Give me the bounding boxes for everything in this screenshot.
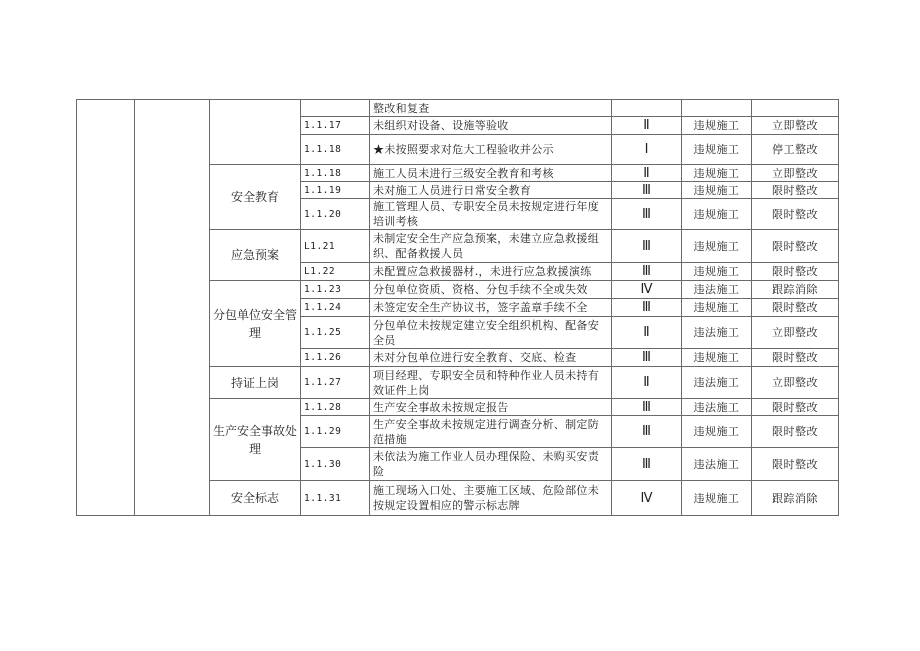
violation-nature: 违规施工 <box>682 135 752 165</box>
item-description: 未签定安全生产协议书，签字盖章手续不全 <box>370 299 612 317</box>
rectification-action: 立即整改 <box>752 367 839 399</box>
category-cell: 持证上岗 <box>210 367 301 399</box>
violation-nature <box>682 100 752 117</box>
hazard-level <box>612 100 682 117</box>
item-description: 分包单位资质、资格、分包手续不全或失效 <box>370 281 612 299</box>
table-row <box>77 100 839 117</box>
item-code: 1.1.18 <box>301 165 370 182</box>
item-code: L1.21 <box>301 230 370 263</box>
rectification-action: 立即整改 <box>752 165 839 182</box>
item-description: 未对分包单位进行安全教育、交底、检查 <box>370 349 612 367</box>
rectification-action: 限时整改 <box>752 399 839 416</box>
hazard-level: Ⅲ <box>612 349 682 367</box>
item-code: 1.1.17 <box>301 117 370 135</box>
violation-nature: 违规施工 <box>682 481 752 516</box>
rectification-action: 限时整改 <box>752 199 839 230</box>
violation-nature: 违法施工 <box>682 367 752 399</box>
item-description: 整改和复查 <box>370 100 612 117</box>
item-code: 1.1.18 <box>301 135 370 165</box>
hazard-level: Ⅲ <box>612 230 682 263</box>
violation-nature: 违规施工 <box>682 349 752 367</box>
violation-nature: 违法施工 <box>682 448 752 481</box>
category-cell: 安全教育 <box>210 165 301 230</box>
item-description: 生产安全事故未按规定进行调查分析、制定防范措施 <box>370 416 612 448</box>
violation-nature: 违规施工 <box>682 165 752 182</box>
rectification-action: 限时整改 <box>752 299 839 317</box>
category-cell: 分包单位安全管理 <box>210 281 301 367</box>
item-code: 1.1.20 <box>301 199 370 230</box>
hazard-level: Ⅱ <box>612 117 682 135</box>
category-cell: 生产安全事故处理 <box>210 399 301 481</box>
rectification-action: 限时整改 <box>752 416 839 448</box>
violation-nature: 违法施工 <box>682 399 752 416</box>
rectification-action <box>752 100 839 117</box>
item-description: 未组织对设备、设施等验收 <box>370 117 612 135</box>
rectification-action: 限时整改 <box>752 349 839 367</box>
hazard-level: Ⅱ <box>612 367 682 399</box>
rectification-action: 立即整改 <box>752 317 839 349</box>
hazard-level: Ⅲ <box>612 299 682 317</box>
item-code: L1.22 <box>301 263 370 281</box>
item-description: 未对施工人员进行日常安全教育 <box>370 182 612 199</box>
rectification-action: 跟踪消除 <box>752 281 839 299</box>
inspection-table <box>76 99 839 516</box>
hazard-level: Ⅲ <box>612 263 682 281</box>
item-description: 未依法为施工作业人员办理保险、未购买安责险 <box>370 448 612 481</box>
hazard-level: Ⅲ <box>612 448 682 481</box>
rectification-action: 立即整改 <box>752 117 839 135</box>
violation-nature: 违规施工 <box>682 230 752 263</box>
category-cell: 应急预案 <box>210 230 301 281</box>
item-code: 1.1.19 <box>301 182 370 199</box>
item-description: 分包单位未按规定建立安全组织机构、配备安全员 <box>370 317 612 349</box>
hazard-level: Ⅲ <box>612 416 682 448</box>
item-code: 1.1.24 <box>301 299 370 317</box>
violation-nature: 违法施工 <box>682 317 752 349</box>
violation-nature: 违规施工 <box>682 263 752 281</box>
category-cell <box>210 100 301 165</box>
item-description: 施工人员未进行三级安全教育和考核 <box>370 165 612 182</box>
table-body <box>77 100 839 516</box>
item-code: 1.1.28 <box>301 399 370 416</box>
violation-nature: 违法施工 <box>682 281 752 299</box>
rectification-action: 限时整改 <box>752 230 839 263</box>
rectification-action: 跟踪消除 <box>752 481 839 516</box>
hazard-level: Ⅲ <box>612 399 682 416</box>
outer-column-1 <box>77 100 135 516</box>
category-cell: 安全标志 <box>210 481 301 516</box>
violation-nature: 违规施工 <box>682 182 752 199</box>
item-description: 施工管理人员、专职安全员未按规定进行年度培训考核 <box>370 199 612 230</box>
item-code: 1.1.25 <box>301 317 370 349</box>
violation-nature: 违规施工 <box>682 299 752 317</box>
item-code <box>301 100 370 117</box>
item-code: 1.1.26 <box>301 349 370 367</box>
item-description: 项目经理、专职安全员和特种作业人员未持有效证件上岗 <box>370 367 612 399</box>
rectification-action: 限时整改 <box>752 263 839 281</box>
item-description: 生产安全事故未按规定报告 <box>370 399 612 416</box>
hazard-level: Ⅲ <box>612 182 682 199</box>
item-description: 施工现场入口处、主要施工区域、危险部位未按规定设置相应的警示标志牌 <box>370 481 612 516</box>
item-description: ★未按照要求对危大工程验收并公示 <box>370 135 612 165</box>
item-code: 1.1.23 <box>301 281 370 299</box>
item-code: 1.1.30 <box>301 448 370 481</box>
violation-nature: 违规施工 <box>682 416 752 448</box>
item-code: 1.1.29 <box>301 416 370 448</box>
violation-nature: 违规施工 <box>682 199 752 230</box>
hazard-level: Ⅳ <box>612 481 682 516</box>
item-description: 未配置应急救援器材.，未进行应急救援演练 <box>370 263 612 281</box>
rectification-action: 限时整改 <box>752 448 839 481</box>
item-description: 未制定安全生产应急预案，未建立应急救援组织、配备救援人员 <box>370 230 612 263</box>
violation-nature: 违规施工 <box>682 117 752 135</box>
hazard-level: Ⅱ <box>612 165 682 182</box>
item-code: 1.1.31 <box>301 481 370 516</box>
item-code: 1.1.27 <box>301 367 370 399</box>
hazard-level: Ⅲ <box>612 199 682 230</box>
rectification-action: 限时整改 <box>752 182 839 199</box>
rectification-action: 停工整改 <box>752 135 839 165</box>
hazard-level: Ⅳ <box>612 281 682 299</box>
hazard-level: Ⅰ <box>612 135 682 165</box>
hazard-level: Ⅱ <box>612 317 682 349</box>
outer-column-2 <box>135 100 210 516</box>
